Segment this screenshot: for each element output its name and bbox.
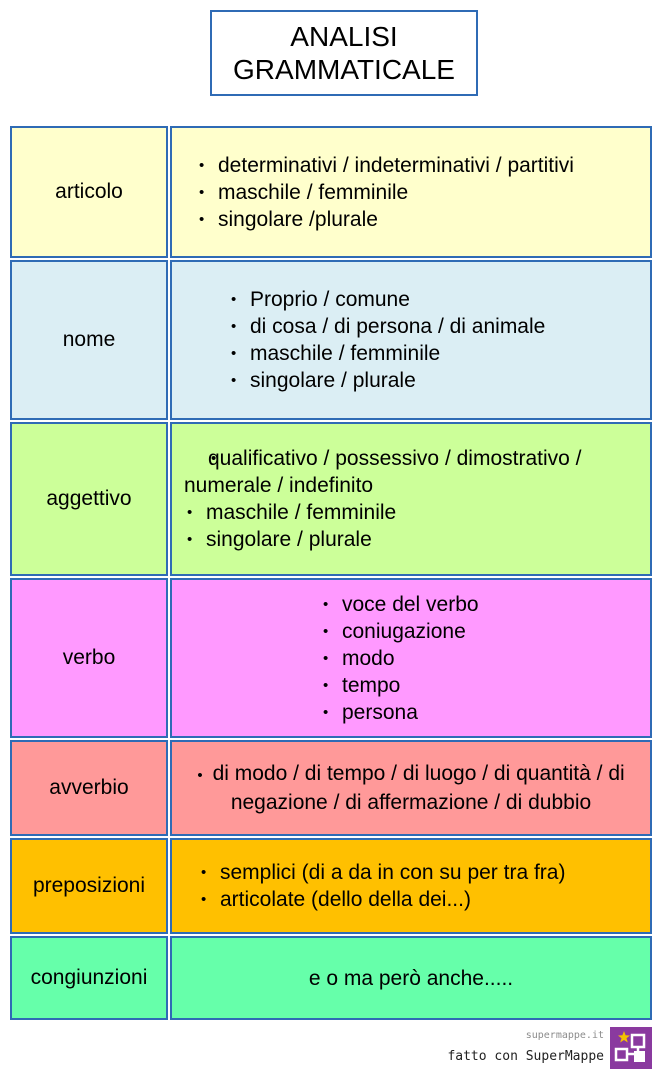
row-content-aggettivo: [170, 422, 652, 576]
row-content-articolo: [170, 126, 652, 258]
list-item: • maschile / femminile: [196, 179, 650, 206]
row-label-articolo: articolo: [10, 126, 168, 258]
list-item: • maschile / femminile: [184, 499, 644, 526]
row-content-verbo: [170, 578, 652, 738]
list-item: • Proprio / comune: [228, 286, 650, 313]
footer-site[interactable]: supermappe.it: [525, 1030, 604, 1041]
list-item: • determinativi / indeterminativi / partitivi: [196, 152, 650, 179]
list-item: • singolare /plurale: [196, 206, 650, 233]
list-item: • tempo: [320, 672, 650, 699]
title-line-1: ANALISI: [290, 21, 398, 52]
row-content-nome: [170, 260, 652, 420]
list-item: • coniugazione: [320, 618, 650, 645]
list-item: • maschile / femminile: [228, 340, 650, 367]
title-line-2: GRAMMATICALE: [233, 54, 455, 85]
list-item: • voce del verbo: [320, 591, 650, 618]
list-item: • persona: [320, 699, 650, 726]
footer-made-with: fatto con SuperMappe: [447, 1049, 604, 1064]
row-label-preposizioni: preposizioni: [10, 838, 168, 934]
list-item: • singolare / plurale: [184, 526, 644, 553]
row-content-avverbio: [170, 740, 652, 836]
row-label-avverbio: avverbio: [10, 740, 168, 836]
list-item: • singolare / plurale: [228, 367, 650, 394]
list-item: • di cosa / di persona / di animale: [228, 313, 650, 340]
row-label-congiunzioni: congiunzioni: [10, 936, 168, 1020]
row-label-nome: nome: [10, 260, 168, 420]
list-item: • di modo / di tempo / di luogo / di quantità / di negazione / di affermazione / di dubbio: [197, 762, 625, 814]
list-item: • modo: [320, 645, 650, 672]
row-label-aggettivo: aggettivo: [10, 422, 168, 576]
list-item: • semplici (di a da in con su per tra fra): [198, 859, 650, 886]
title-box: [210, 10, 478, 96]
row-content-congiunzioni: e o ma però anche.....: [170, 936, 652, 1020]
list-item: • articolate (dello della dei...): [198, 886, 650, 913]
row-label-verbo: verbo: [10, 578, 168, 738]
row-content-preposizioni: [170, 838, 652, 934]
supermappe-logo-icon: [610, 1027, 652, 1069]
list-item: • qualificativo / possessivo / dimostrativo / numerale / indefinito: [184, 445, 644, 499]
